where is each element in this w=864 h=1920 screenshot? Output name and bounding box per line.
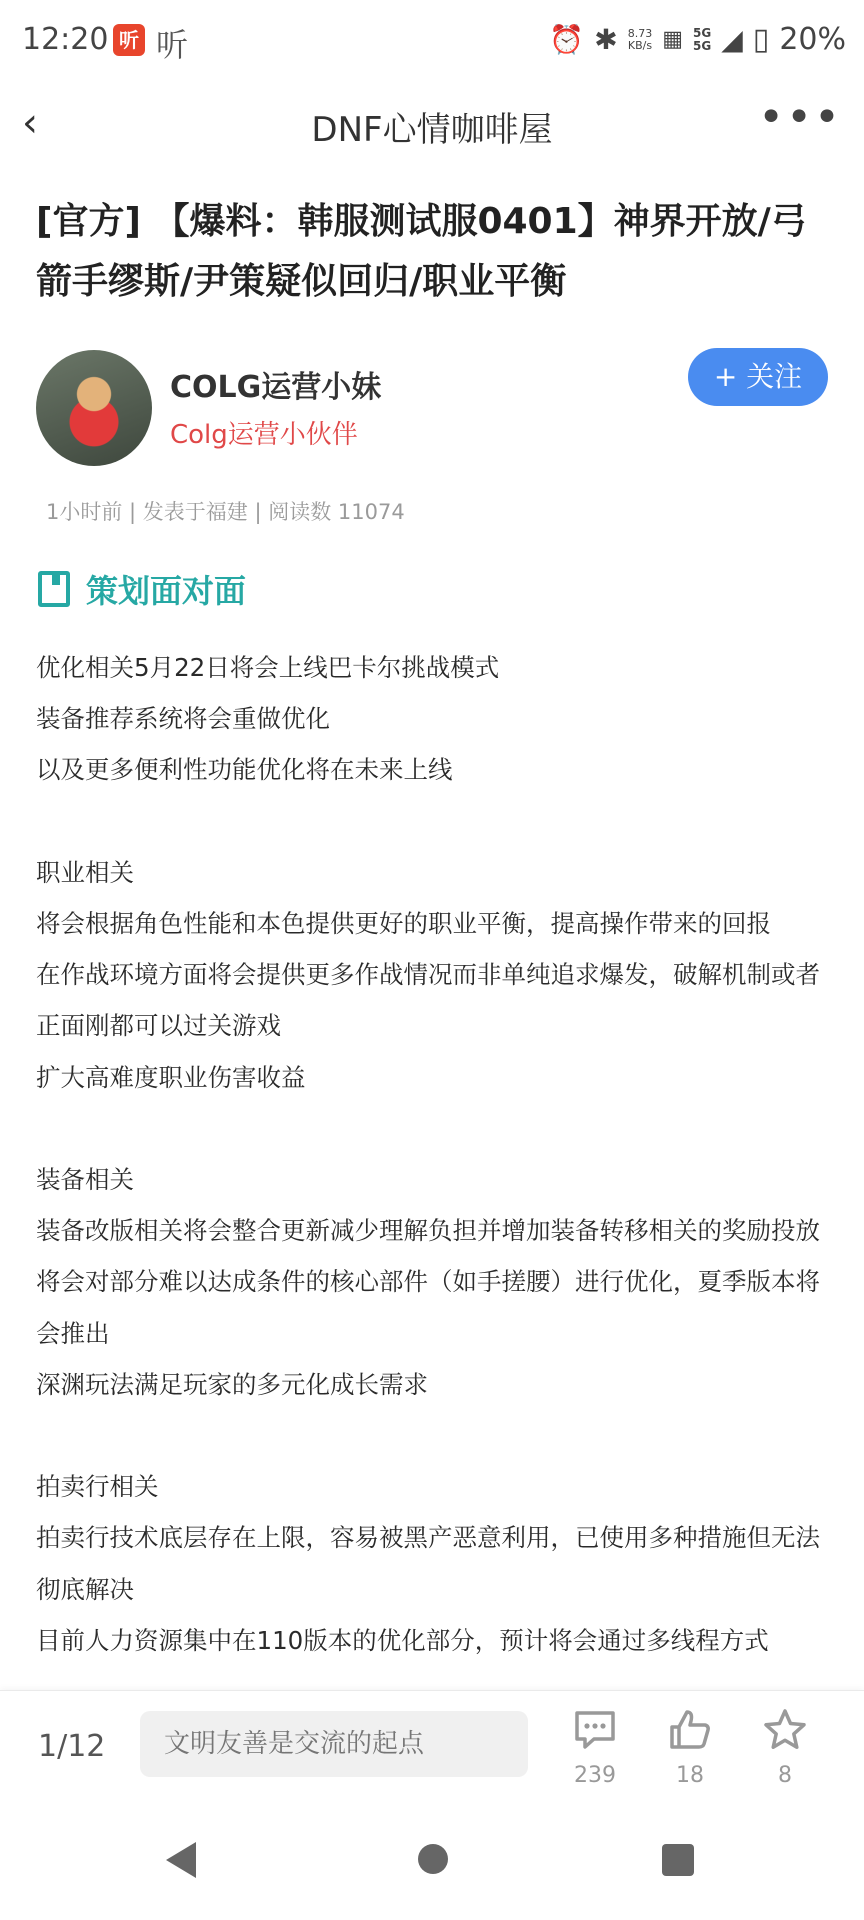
network-type xyxy=(693,27,711,53)
book-icon xyxy=(38,571,70,607)
paragraph: 扩大高难度职业伤害收益 xyxy=(36,1062,306,1092)
comment-button[interactable] xyxy=(555,1707,635,1788)
paragraph: 装备相关 xyxy=(36,1165,134,1194)
comment-icon xyxy=(555,1707,635,1757)
paragraph: 拍卖行技术底层存在上限，容易被黑产恶意利用，已使用多种措施但无法彻底解决 xyxy=(36,1523,820,1604)
system-nav-bar xyxy=(0,1810,864,1920)
notification-app-icon-2: 听 xyxy=(156,26,189,64)
network-speed xyxy=(628,28,653,52)
author-tag: Colg运营小伙伴 xyxy=(170,420,358,450)
network-speed-value: 8.73 xyxy=(627,26,653,40)
bottom-action-bar xyxy=(0,1690,864,1810)
paragraph: 优化相关5月22日将会上线巴卡尔挑战模式 xyxy=(36,653,500,682)
nav-back-icon[interactable] xyxy=(166,1842,196,1878)
paragraph: 装备推荐系统将会重做优化 xyxy=(36,704,330,734)
app-header xyxy=(0,88,864,158)
back-icon[interactable]: ‹ xyxy=(22,100,38,146)
paragraph-spacer xyxy=(36,1103,836,1154)
status-icons xyxy=(549,22,846,57)
network-speed-unit: KB/s xyxy=(627,38,653,52)
post-meta: 1小时前 | 发表于福建 | 阅读数 11074 xyxy=(46,500,405,524)
follow-button[interactable]: + 关注 xyxy=(688,348,828,406)
paragraph: 目前人力资源集中在110版本的优化部分，预计将会通过多线程方式 xyxy=(36,1625,769,1655)
paragraph: 深渊玩法满足玩家的多元化成长需求 xyxy=(36,1369,428,1399)
paragraph: 在作战环境方面将会提供更多作战情况而非单纯追求爆发，破解机制或者正面刚都可以过关游戏 xyxy=(36,960,820,1041)
battery-icon: ▯ xyxy=(752,22,770,57)
nav-recent-icon[interactable] xyxy=(662,1844,694,1876)
comment-count: 239 xyxy=(574,1763,616,1788)
notification-app-icon: 听 xyxy=(113,24,145,56)
post-body xyxy=(36,642,836,1688)
paragraph: 将会根据角色性能和本色提供更好的职业平衡，提高操作带来的回报 xyxy=(36,909,771,938)
like-count: 18 xyxy=(676,1763,704,1788)
thumbs-up-icon xyxy=(650,1707,730,1757)
battery-level: 20% xyxy=(779,22,846,57)
section-heading xyxy=(38,566,246,612)
author-name[interactable]: COLG运营小妹 xyxy=(170,370,382,405)
paragraph: 装备改版相关将会整合更新减少理解负担并增加装备转移相关的奖励投放 xyxy=(36,1216,820,1246)
favorite-button[interactable] xyxy=(745,1707,825,1788)
avatar[interactable] xyxy=(36,350,152,466)
paragraph-spacer xyxy=(36,796,836,847)
paragraph: 拍卖行相关 xyxy=(36,1472,159,1502)
alarm-icon: ⏰ xyxy=(549,23,585,56)
post-title: [官方] 【爆料：韩服测试服0401】神界开放/弓箭手缪斯/尹策疑似回归/职业平衡 xyxy=(36,201,807,302)
star-icon xyxy=(745,1707,825,1757)
status-time: 12:20 xyxy=(22,22,109,57)
page-indicator[interactable]: 1/12 xyxy=(38,1729,106,1764)
network-type-bottom: 5G xyxy=(693,38,712,53)
favorite-count: 8 xyxy=(778,1763,792,1788)
page-title: DNF心情咖啡屋 xyxy=(311,110,553,150)
signal-icon: ◢ xyxy=(721,23,743,56)
comment-input[interactable] xyxy=(140,1711,528,1777)
hd-icon: ▦ xyxy=(662,27,684,52)
like-button[interactable] xyxy=(650,1707,730,1788)
more-icon[interactable]: ••• xyxy=(758,92,842,143)
paragraph: 将会对部分难以达成条件的核心部件（如手搓腰）进行优化，夏季版本将会推出 xyxy=(36,1267,820,1348)
bluetooth-icon: ✱ xyxy=(594,23,618,56)
section-title: 策划面对面 xyxy=(86,572,247,610)
paragraph-spacer xyxy=(36,1410,836,1461)
status-bar xyxy=(0,0,864,84)
network-type-top: 5G xyxy=(693,25,712,40)
paragraph: 职业相关 xyxy=(36,857,134,887)
nav-home-icon[interactable] xyxy=(418,1844,448,1874)
paragraph: 以及更多便利性功能优化将在未来上线 xyxy=(36,755,453,785)
